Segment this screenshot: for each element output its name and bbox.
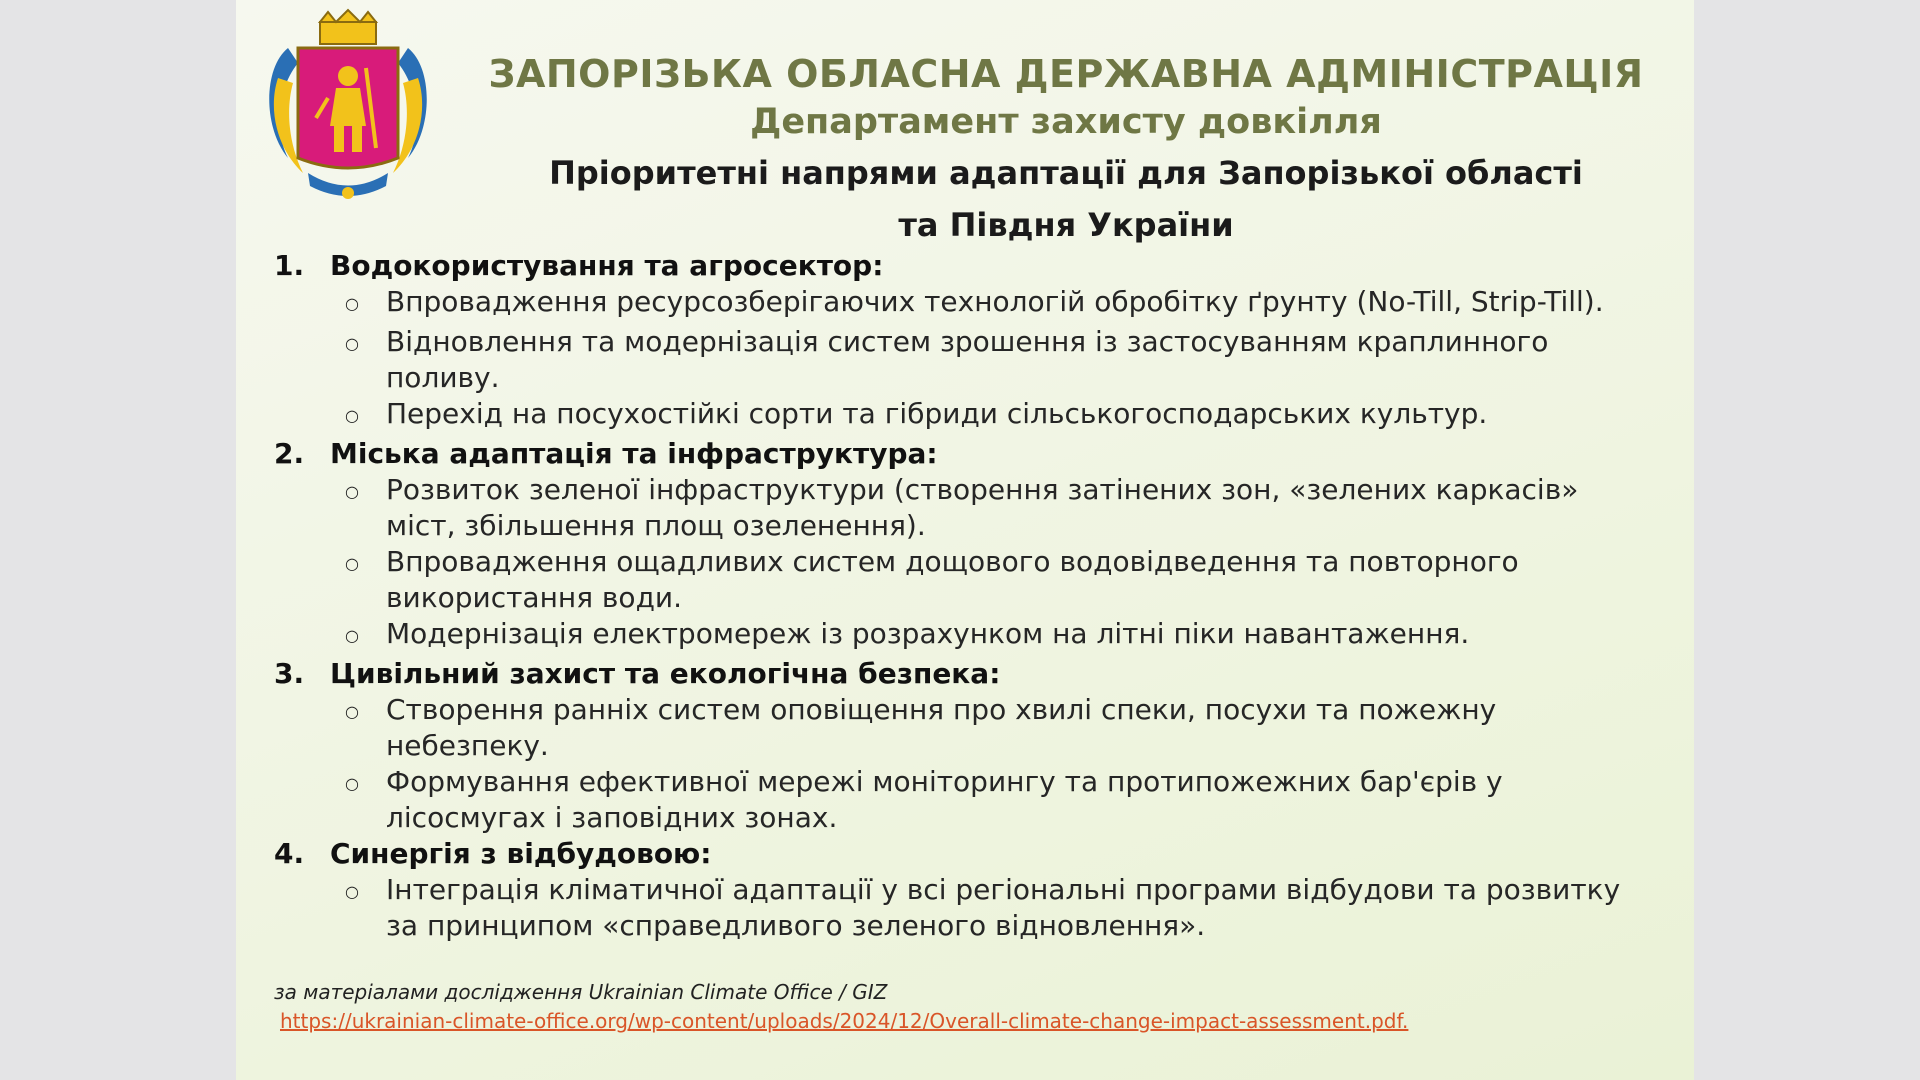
bullet-icon: ○	[345, 702, 359, 721]
bullet-icon: ○	[345, 554, 359, 573]
section-title: Міська адаптація та інфраструктура:	[330, 437, 938, 470]
section-number: 4.	[274, 837, 305, 870]
list-item: ○ Перехід на посухостійкі сорти та гібриди сільськогосподарських культур.	[274, 396, 1674, 436]
slide-title-line-2: та Півдня України	[898, 206, 1234, 244]
list-item: ○ Модернізація електромереж із розрахунком на літні піки навантаження.	[274, 616, 1674, 656]
bullet-icon: ○	[345, 774, 359, 793]
list-item: ○ Відновлення та модернізація систем зрошення із застосуванням краплинного поливу.	[274, 324, 1674, 396]
section-heading	[274, 248, 1674, 284]
list-item: ○ Інтеграція кліматичної адаптації у всі регіональні програми відбудови та розвитку за принципом «справедливого зеленого відновлення».	[274, 872, 1674, 944]
section-title: Цивільний захист та екологічна безпека:	[330, 657, 1001, 690]
slide-title-line-1: Пріоритетні напрями адаптації для Запорізької області	[549, 154, 1583, 192]
list-item: ○ Впровадження ощадливих систем дощового водовідведення та повторного використання води.	[274, 544, 1674, 616]
section-number: 3.	[274, 657, 305, 690]
bullet-icon: ○	[345, 406, 359, 425]
list-item: ○ Формування ефективної мережі моніторингу та протипожежних бар'єрів у лісосмугах і заповідних зонах.	[274, 764, 1674, 836]
section-number: 2.	[274, 437, 305, 470]
list-item: ○ Створення ранніх систем оповіщення про хвилі спеки, посухи та пожежну небезпеку.	[274, 692, 1674, 764]
section-recovery-synergy	[274, 836, 1674, 944]
priority-list	[274, 248, 1674, 944]
section-heading	[274, 656, 1674, 692]
coat-of-arms-icon	[258, 8, 438, 208]
section-urban-adaptation	[274, 436, 1674, 656]
bullet-icon: ○	[345, 294, 359, 313]
bullet-icon: ○	[345, 334, 359, 353]
presentation-slide	[236, 0, 1694, 1080]
department-title: Департамент захисту довкілля	[750, 102, 1382, 142]
list-item: ○ Впровадження ресурсозберігаючих технологій обробітку ґрунту (No-Till, Strip-Till).	[274, 284, 1674, 324]
organization-title: ЗАПОРІЗЬКА ОБЛАСНА ДЕРЖАВНА АДМІНІСТРАЦІЯ	[488, 52, 1644, 96]
section-civil-protection	[274, 656, 1674, 836]
bullet-icon: ○	[345, 882, 359, 901]
section-water-agro	[274, 248, 1674, 436]
section-heading	[274, 436, 1674, 472]
bullet-icon: ○	[345, 482, 359, 501]
section-title: Водокористування та агросектор:	[330, 249, 884, 282]
section-title: Синергія з відбудовою:	[330, 837, 712, 870]
section-heading	[274, 836, 1674, 872]
list-item: ○ Розвиток зеленої інфраструктури (створення затінених зон, «зелених каркасів» міст, збільшення площ озеленення).	[274, 472, 1674, 544]
bullet-icon: ○	[345, 626, 359, 645]
source-footer	[274, 978, 1474, 1036]
source-note: за матеріалами дослідження Ukrainian Climate Office / GIZ	[274, 980, 888, 1004]
section-number: 1.	[274, 249, 305, 282]
slide-header	[466, 50, 1666, 250]
source-link[interactable]: https://ukrainian-climate-office.org/wp-content/uploads/2024/12/Overall-climate-change-impact-assessment.pdf.	[280, 1009, 1409, 1033]
